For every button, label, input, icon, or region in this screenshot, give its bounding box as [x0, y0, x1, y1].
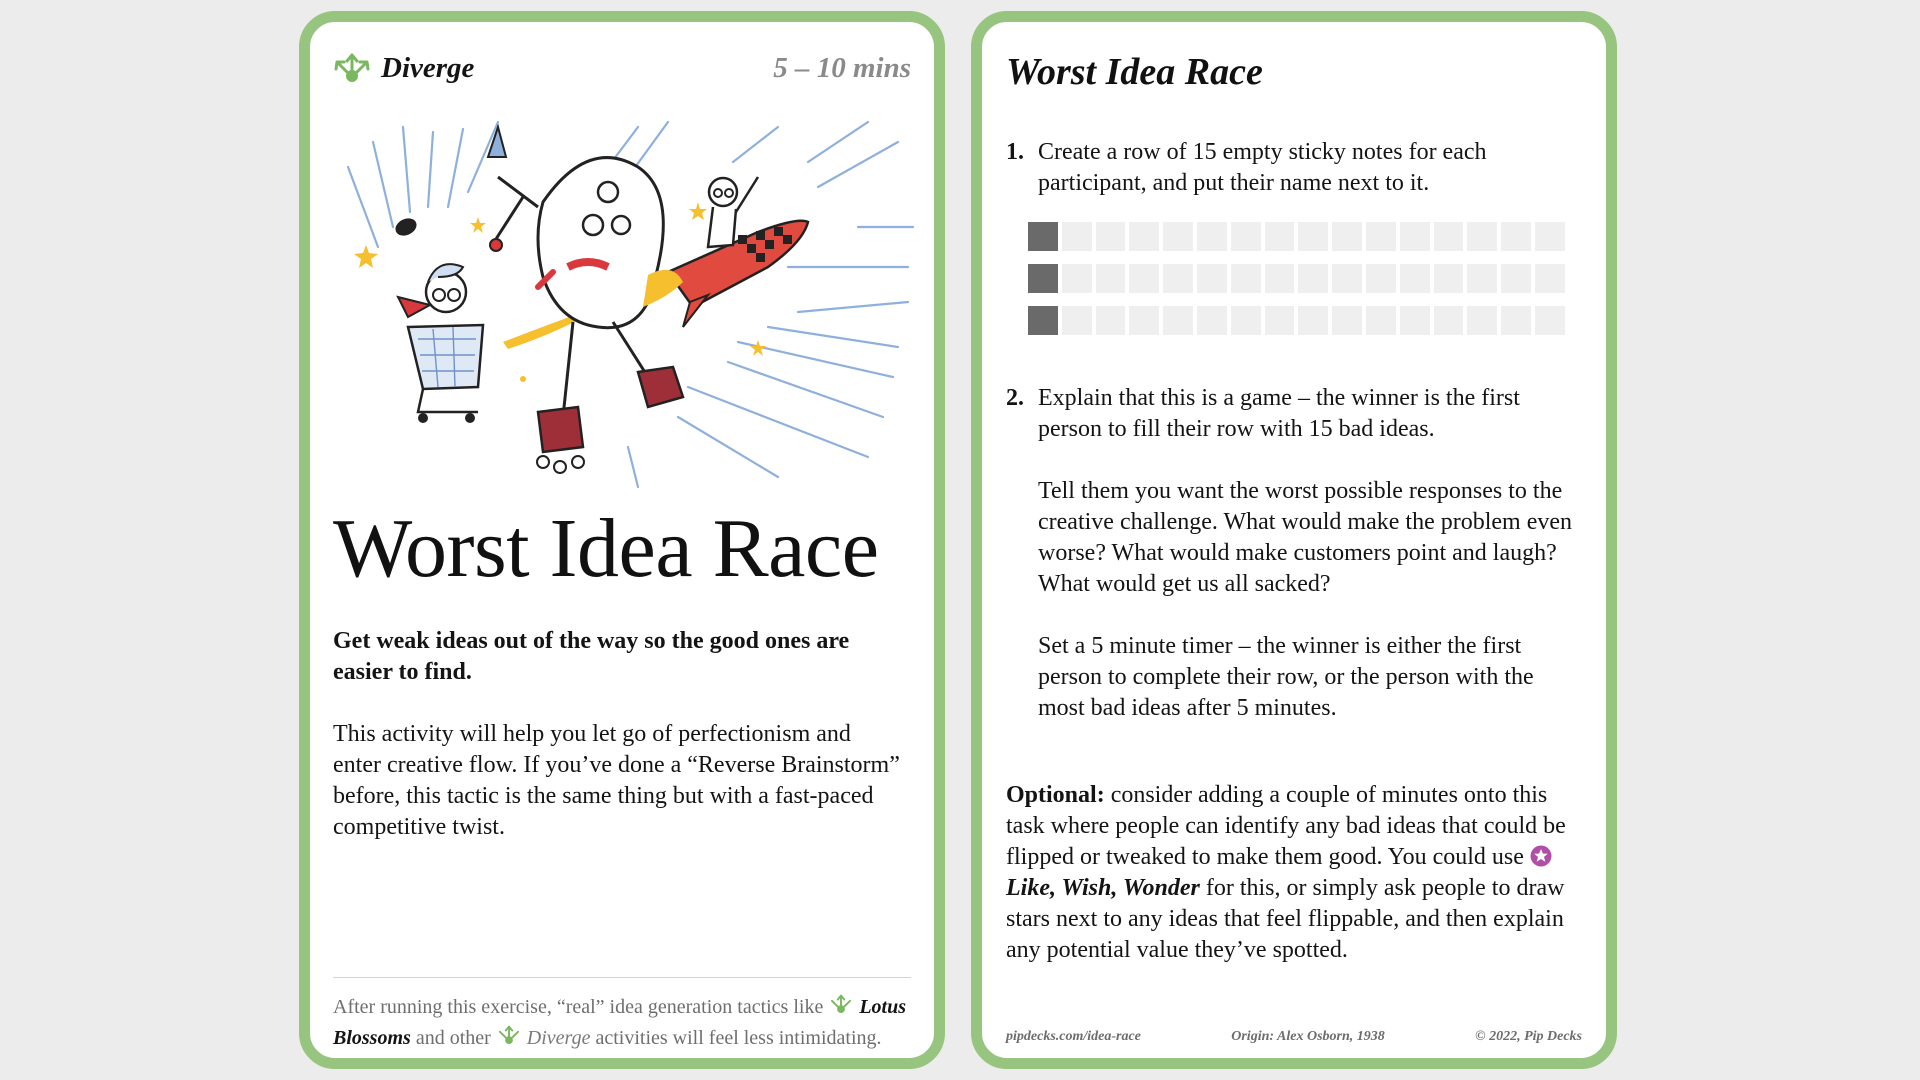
empty-sticky-note [1501, 306, 1531, 335]
step-number: 2. [1006, 385, 1024, 411]
diverge-icon [496, 1024, 522, 1046]
race-illustration [338, 117, 918, 492]
empty-sticky-note [1062, 222, 1092, 251]
empty-sticky-note [1129, 306, 1159, 335]
empty-sticky-note [1096, 264, 1126, 293]
empty-sticky-note [1231, 306, 1261, 335]
empty-sticky-note [1501, 222, 1531, 251]
empty-sticky-note [1332, 306, 1362, 335]
empty-sticky-note [1265, 222, 1295, 251]
category-label: Diverge [381, 51, 475, 84]
empty-sticky-note [1163, 222, 1193, 251]
empty-sticky-note [1535, 264, 1565, 293]
empty-sticky-note [1096, 222, 1126, 251]
empty-sticky-note [1400, 222, 1430, 251]
card-footer-note [333, 977, 911, 1054]
sticky-notes-grid [1028, 222, 1565, 348]
step-paragraph: Set a 5 minute timer – the winner is either the first person to complete their row, or the person with the most bad ideas after 5 minutes. [1038, 633, 1534, 721]
empty-sticky-note [1298, 222, 1328, 251]
sticky-row [1028, 306, 1565, 335]
lotus-blossoms-link[interactable]: Lotus Blossoms [333, 996, 907, 1049]
origin-credit: Origin: Alex Osborn, 1938 [1231, 1029, 1385, 1044]
empty-sticky-note [1062, 306, 1092, 335]
card-description: This activity will help you let go of perfectionism and enter creative flow. If you’ve done a “Reverse Brainstorm” before, this tactic is the same thing but with a fast-paced competitive twist. [333, 721, 900, 840]
optional-text: for this, or simply ask people to draw stars next to any ideas that feel flippable, and then explain any potential value they’ve spotted. [1006, 875, 1565, 963]
empty-sticky-note [1366, 222, 1396, 251]
empty-sticky-note [1535, 306, 1565, 335]
source-url[interactable]: pipdecks.com/idea-race [1006, 1029, 1141, 1044]
card-subtitle: Get weak ideas out of the way so the good ones are easier to find. [333, 628, 850, 685]
back-title: Worst Idea Race [1006, 51, 1263, 93]
footer-suffix: activities will feel less intimidating. [595, 1027, 882, 1049]
step-1 [1006, 137, 1582, 199]
empty-sticky-note [1062, 264, 1092, 293]
category [333, 51, 474, 85]
empty-sticky-note [1434, 222, 1464, 251]
optional-text: consider adding a couple of minutes onto this task where people can identify any bad ideas that could be flipped or tweaked to make them good. You could use [1006, 782, 1566, 870]
empty-sticky-note [1400, 306, 1430, 335]
card-back [971, 11, 1617, 1069]
card-footer [1006, 1029, 1582, 1045]
empty-sticky-note [1265, 306, 1295, 335]
step-2 [1006, 383, 1582, 724]
empty-sticky-note [1434, 264, 1464, 293]
step-paragraph: Explain that this is a game – the winner is the first person to fill their row with 15 bad ideas. [1038, 385, 1520, 442]
like-wish-wonder-icon [1530, 845, 1552, 867]
diverge-icon [828, 993, 854, 1015]
sticky-row [1028, 264, 1565, 293]
empty-sticky-note [1467, 264, 1497, 293]
participant-name-note [1028, 222, 1058, 251]
empty-sticky-note [1400, 264, 1430, 293]
step-number: 1. [1006, 139, 1024, 165]
empty-sticky-note [1467, 306, 1497, 335]
participant-name-note [1028, 264, 1058, 293]
empty-sticky-note [1332, 222, 1362, 251]
diverge-icon [333, 51, 371, 85]
sticky-row [1028, 222, 1565, 251]
empty-sticky-note [1197, 306, 1227, 335]
step-paragraph: Create a row of 15 empty sticky notes for each participant, and put their name next to it. [1038, 139, 1487, 196]
participant-name-note [1028, 306, 1058, 335]
optional-label: Optional: [1006, 782, 1105, 808]
empty-sticky-note [1501, 264, 1531, 293]
empty-sticky-note [1366, 306, 1396, 335]
empty-sticky-note [1163, 264, 1193, 293]
card-header [333, 48, 911, 88]
duration: 5 – 10 mins [773, 51, 911, 84]
empty-sticky-note [1332, 264, 1362, 293]
card-front [299, 11, 945, 1069]
empty-sticky-note [1129, 264, 1159, 293]
empty-sticky-note [1434, 306, 1464, 335]
empty-sticky-note [1265, 264, 1295, 293]
empty-sticky-note [1467, 222, 1497, 251]
footer-middle: and other [415, 1027, 491, 1049]
empty-sticky-note [1298, 264, 1328, 293]
copyright: © 2022, Pip Decks [1475, 1029, 1582, 1044]
page-title: Worst Idea Race [333, 502, 879, 595]
empty-sticky-note [1366, 264, 1396, 293]
like-wish-wonder-link[interactable]: Like, Wish, Wonder [1006, 875, 1200, 901]
empty-sticky-note [1197, 222, 1227, 251]
empty-sticky-note [1163, 306, 1193, 335]
empty-sticky-note [1298, 306, 1328, 335]
empty-sticky-note [1197, 264, 1227, 293]
empty-sticky-note [1231, 222, 1261, 251]
optional-note [1006, 780, 1584, 966]
footer-prefix: After running this exercise, “real” idea generation tactics like [333, 996, 824, 1018]
empty-sticky-note [1129, 222, 1159, 251]
empty-sticky-note [1535, 222, 1565, 251]
diverge-link[interactable]: Diverge [526, 1027, 591, 1049]
empty-sticky-note [1096, 306, 1126, 335]
step-paragraph: Tell them you want the worst possible responses to the creative challenge. What would make the problem even worse? What would make customers point and laugh? What would get us all sacked? [1038, 478, 1572, 597]
empty-sticky-note [1231, 264, 1261, 293]
